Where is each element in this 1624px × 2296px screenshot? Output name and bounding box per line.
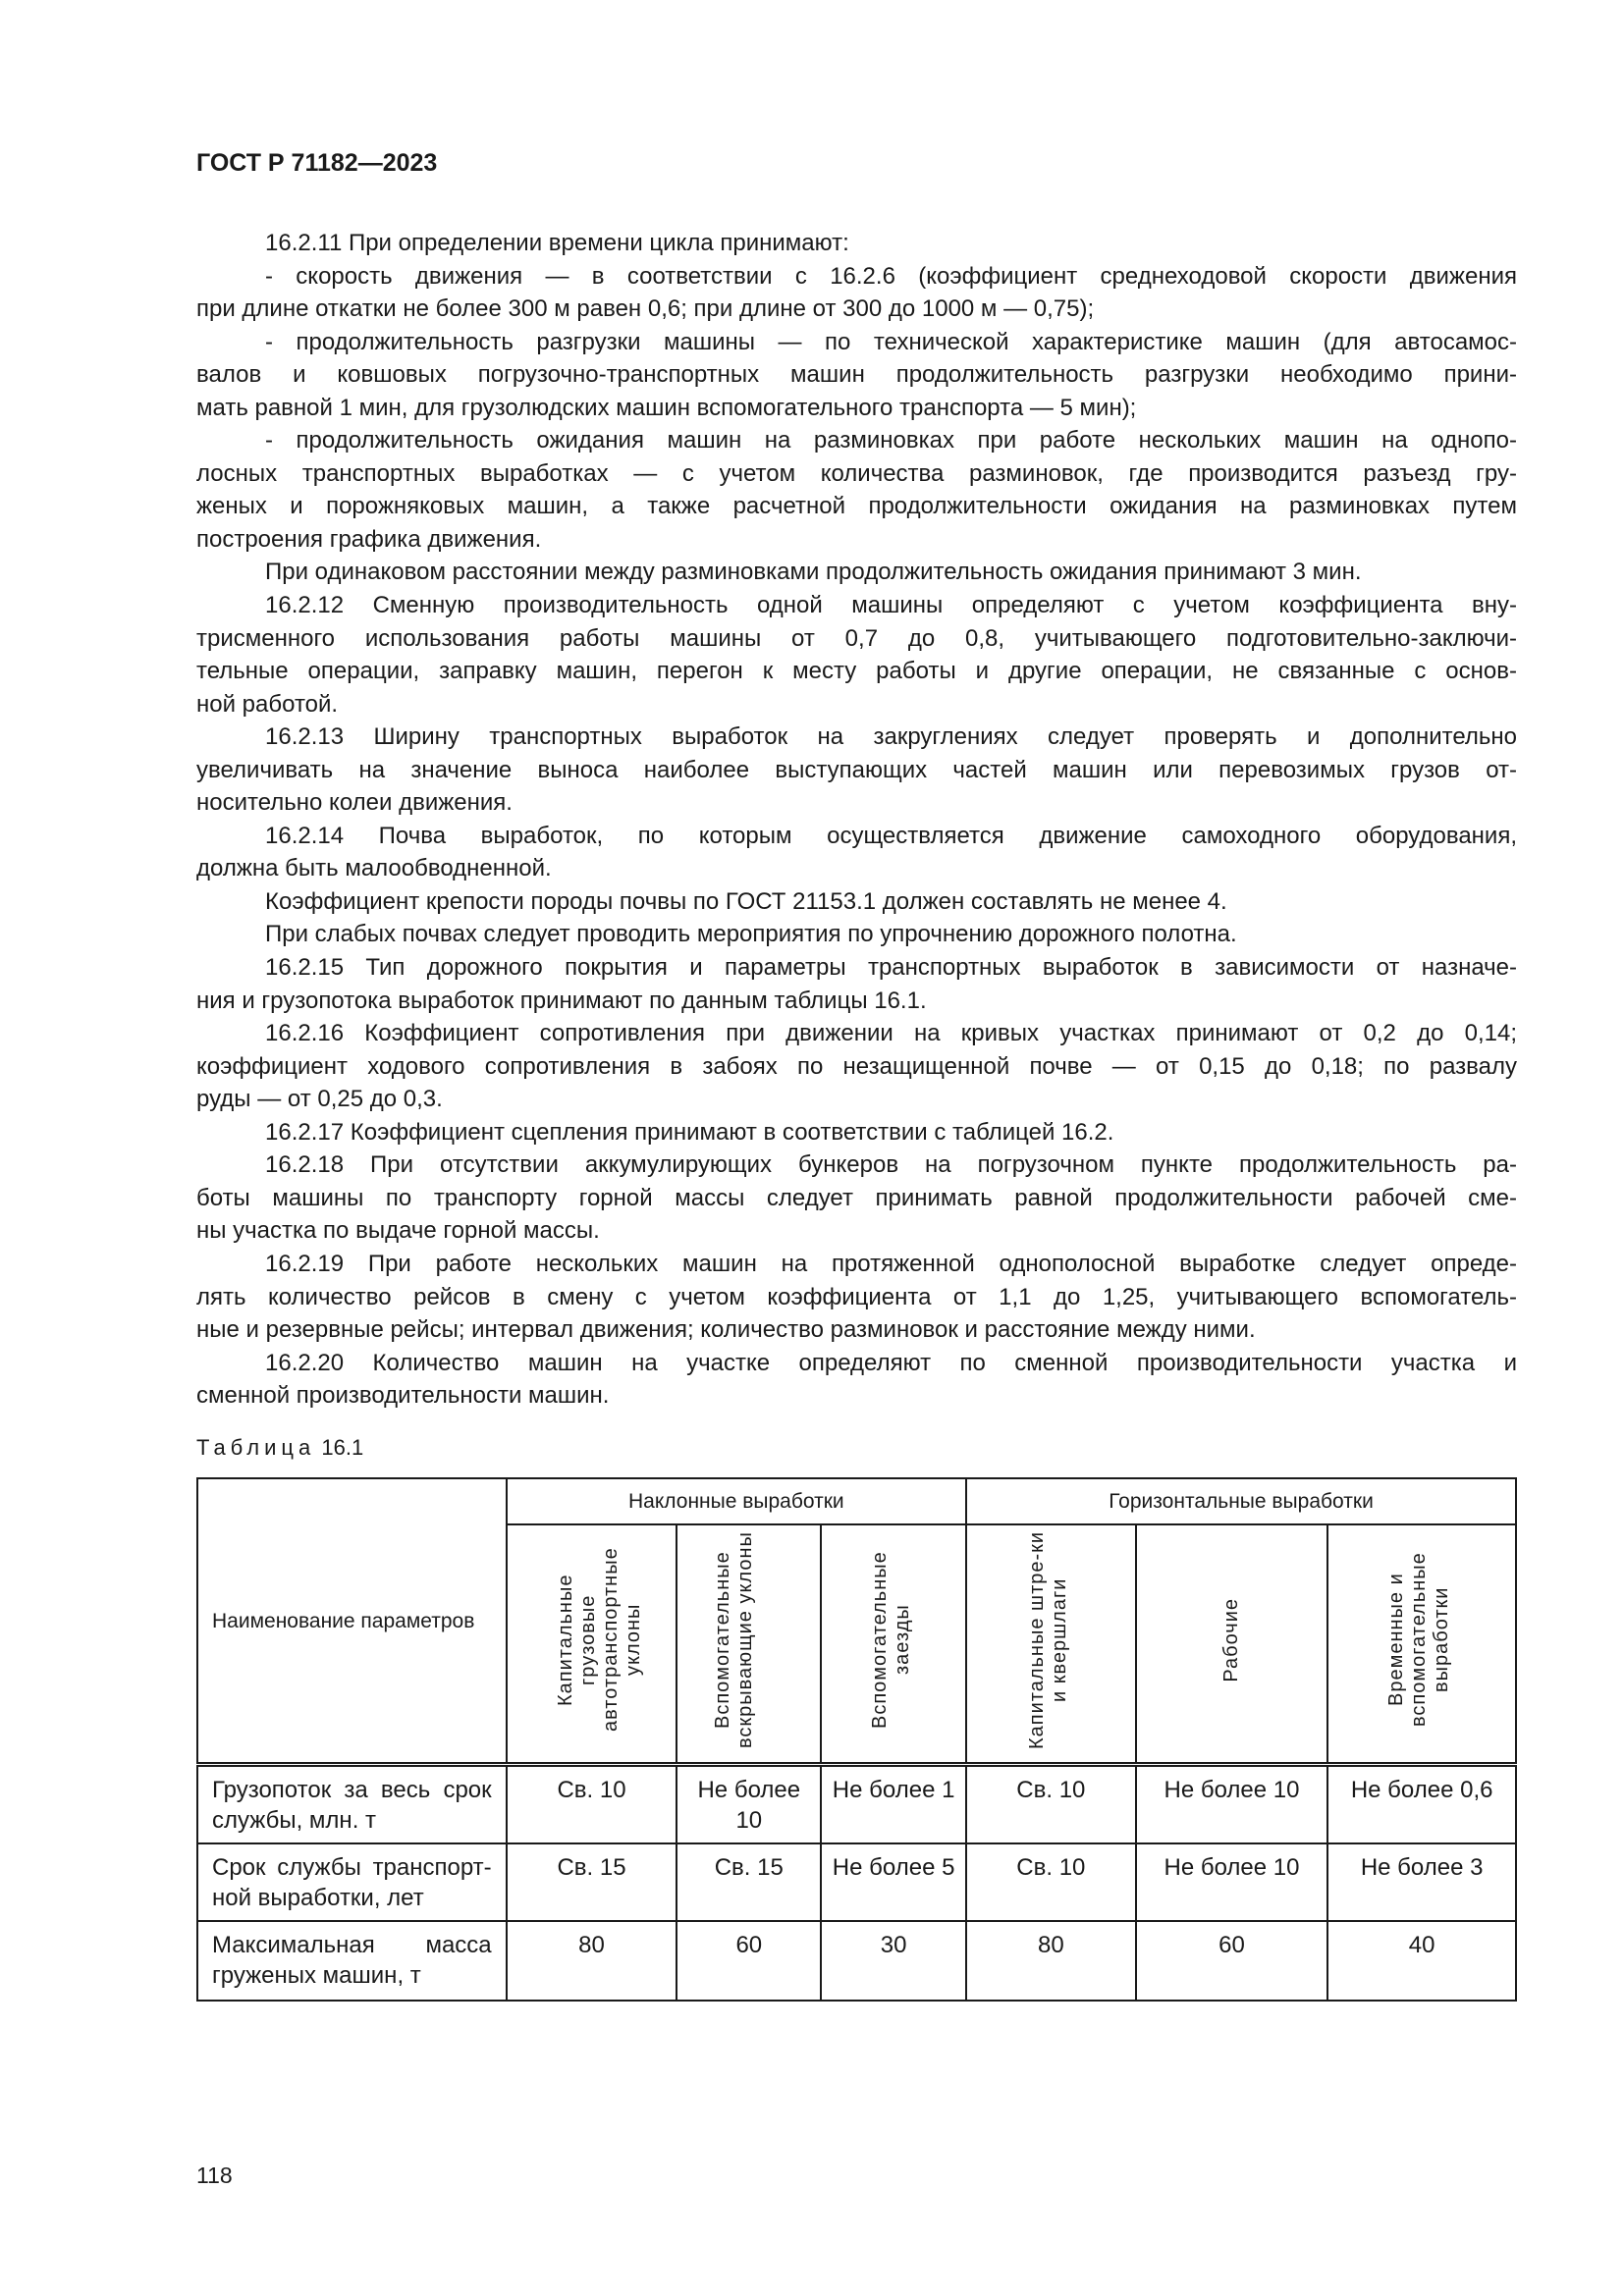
- text-line: мать равной 1 мин, для грузолюдских машин вспомогательного транспорта — 5 мин);: [196, 394, 1137, 421]
- text-line: лять количество рейсов в смену с учетом коэффициента от 1,1 до 1,25, учитывающего вспомогатель-: [196, 1283, 1517, 1310]
- paragraph: [196, 260, 1517, 326]
- table-row: [197, 1843, 1516, 1921]
- paragraph: [196, 721, 1517, 820]
- text-line: ния и грузопотока выработок принимают по данным таблицы 16.1.: [196, 987, 927, 1014]
- text-line: 16.2.14 Почва выработок, по которым осуществляется движение самоходного оборудования,: [265, 822, 1517, 849]
- value-cell: Св. 15: [677, 1843, 821, 1921]
- value-cell: 80: [966, 1921, 1136, 2001]
- text-line: носительно колеи движения.: [196, 789, 513, 817]
- value-cell: Не более 10: [1136, 1843, 1328, 1921]
- value-cell: Не более 0,6: [1327, 1765, 1516, 1843]
- column-header: Рабочие: [1136, 1524, 1328, 1765]
- text-line: коэффициент ходового сопротивления в забоях по незащищенной почве — от 0,15 до 0,18; по развалу: [196, 1052, 1517, 1080]
- table-body: [197, 1765, 1516, 2001]
- paragraph: [196, 227, 1517, 260]
- paragraph: [196, 1017, 1517, 1116]
- text-line: При слабых почвах следует проводить мероприятия по упрочнению дорожного полотна.: [265, 921, 1237, 948]
- text-line: 16.2.12 Сменную производительность одной машины определяют с учетом коэффициента вну-: [265, 592, 1517, 619]
- value-cell: Св. 15: [507, 1843, 677, 1921]
- text-line: ные и резервные рейсы; интервал движения; количество разминовок и расстояние между ними.: [196, 1316, 1256, 1344]
- paragraph: [196, 326, 1517, 425]
- group-header-inclined: Наклонные выработки: [507, 1478, 966, 1524]
- parameter-name-cell: Срок службы транспорт-ной выработки, лет: [197, 1843, 507, 1921]
- text-line: 16.2.13 Ширину транспортных выработок на закруглениях следует проверять и дополнительно: [265, 723, 1517, 751]
- paragraph: [196, 820, 1517, 885]
- page-number: 118: [196, 2163, 233, 2188]
- paragraph: [196, 918, 1517, 951]
- text-line: - скорость движения — в соответствии с 16.2.6 (коэффициент среднеходовой скорости движения: [265, 262, 1517, 290]
- value-cell: Не более 10: [677, 1765, 821, 1843]
- text-line: руды — от 0,25 до 0,3.: [196, 1086, 443, 1113]
- paragraph: [196, 1116, 1517, 1149]
- text-line: валов и ковшовых погрузочно-транспортных машин продолжительность разгрузки необходимо прини-: [196, 361, 1517, 389]
- value-cell: Не более 10: [1136, 1765, 1328, 1843]
- text-line: тельные операции, заправку машин, перегон к месту работы и другие операции, не связанные с основ-: [196, 658, 1517, 685]
- value-cell: Св. 10: [966, 1765, 1136, 1843]
- paragraph: [196, 1347, 1517, 1413]
- value-cell: Не более 3: [1327, 1843, 1516, 1921]
- text-line: увеличивать на значение выноса наиболее выступающих частей машин или перевозимых грузов от-: [196, 756, 1517, 783]
- table-row: [197, 1765, 1516, 1843]
- text-line: боты машины по транспорту горной массы следует принимать равной продолжительности рабочей сме-: [196, 1184, 1517, 1211]
- paragraph: [196, 589, 1517, 721]
- text-line: трисменного использования работы машины от 0,7 до 0,8, учитывающего подготовительно-заключи-: [196, 624, 1517, 652]
- parameters-table: [196, 1477, 1517, 2002]
- value-cell: Св. 10: [966, 1843, 1136, 1921]
- text-line: построения графика движения.: [196, 525, 542, 553]
- paragraph: [196, 424, 1517, 556]
- paragraph: [196, 1248, 1517, 1347]
- value-cell: 80: [507, 1921, 677, 2001]
- paragraph: [196, 951, 1517, 1017]
- text-line: должна быть малообводненной.: [196, 855, 552, 882]
- value-cell: 30: [821, 1921, 966, 2001]
- column-header: Вспомогательные заезды: [821, 1524, 966, 1765]
- value-cell: 40: [1327, 1921, 1516, 2001]
- text-line: сменной производительности машин.: [196, 1382, 610, 1410]
- column-header: Капитальные грузовые автотранспортные уклоны: [507, 1524, 677, 1765]
- body-text: [196, 227, 1517, 1413]
- document-title: ГОСТ Р 71182—2023: [196, 149, 438, 177]
- text-line: женых и порожняковых машин, а также расчетной продолжительности ожидания на разминовках путем: [196, 493, 1517, 520]
- column-header: Капитальные штре-ки и квершлаги: [966, 1524, 1136, 1765]
- text-line: лосных транспортных выработках — с учетом количества разминовок, где производится разъезд гру-: [196, 459, 1517, 487]
- value-cell: 60: [677, 1921, 821, 2001]
- column-header: Вспомогательные вскрывающие уклоны: [677, 1524, 821, 1765]
- paragraph: [196, 885, 1517, 919]
- text-line: 16.2.17 Коэффициент сцепления принимают в соответствии с таблицей 16.2.: [265, 1118, 1114, 1146]
- text-line: при длине откатки не более 300 м равен 0,6; при длине от 300 до 1000 м — 0,75);: [196, 295, 1095, 323]
- table-caption-word: Таблица: [196, 1435, 316, 1460]
- text-line: 16.2.16 Коэффициент сопротивления при движении на кривых участках принимают от 0,2 до 0,14;: [265, 1020, 1517, 1047]
- table-caption: [196, 1435, 363, 1461]
- text-line: Коэффициент крепости породы почвы по ГОСТ 21153.1 должен составлять не менее 4.: [265, 887, 1227, 915]
- value-cell: Не более 1: [821, 1765, 966, 1843]
- header-parameter-name: Наименование параметров: [197, 1478, 507, 1765]
- paragraph: [196, 1148, 1517, 1248]
- table-row: [197, 1921, 1516, 2001]
- text-line: 16.2.18 При отсутствии аккумулирующих бункеров на погрузочном пункте продолжительность ра-: [265, 1151, 1517, 1179]
- text-line: 16.2.11 При определении времени цикла принимают:: [265, 230, 849, 256]
- text-line: 16.2.15 Тип дорожного покрытия и параметры транспортных выработок в зависимости от назначе-: [265, 954, 1517, 982]
- value-cell: Св. 10: [507, 1765, 677, 1843]
- text-line: - продолжительность разгрузки машины — по технической характеристике машин (для автосамос-: [265, 328, 1517, 355]
- parameter-name-cell: Максимальная масса груженых машин, т: [197, 1921, 507, 2001]
- group-header-horizontal: Горизонтальные выработки: [966, 1478, 1516, 1524]
- text-line: - продолжительность ожидания машин на разминовках при работе нескольких машин на однопо-: [265, 427, 1517, 454]
- text-line: ной работой.: [196, 690, 339, 718]
- paragraph: [196, 556, 1517, 589]
- text-line: 16.2.19 При работе нескольких машин на протяженной однополосной выработке следует опреде-: [265, 1250, 1517, 1277]
- value-cell: Не более 5: [821, 1843, 966, 1921]
- table-caption-number: 16.1: [321, 1435, 364, 1460]
- parameter-name-cell: Грузопоток за весь срок службы, млн. т: [197, 1765, 507, 1843]
- column-header: Временные и вспомогательные выработки: [1327, 1524, 1516, 1765]
- value-cell: 60: [1136, 1921, 1328, 2001]
- text-line: 16.2.20 Количество машин на участке определяют по сменной производительности участка и: [265, 1349, 1517, 1376]
- text-line: При одинаковом расстоянии между разминовками продолжительность ожидания принимают 3 мин.: [265, 559, 1362, 586]
- text-line: ны участка по выдаче горной массы.: [196, 1217, 600, 1245]
